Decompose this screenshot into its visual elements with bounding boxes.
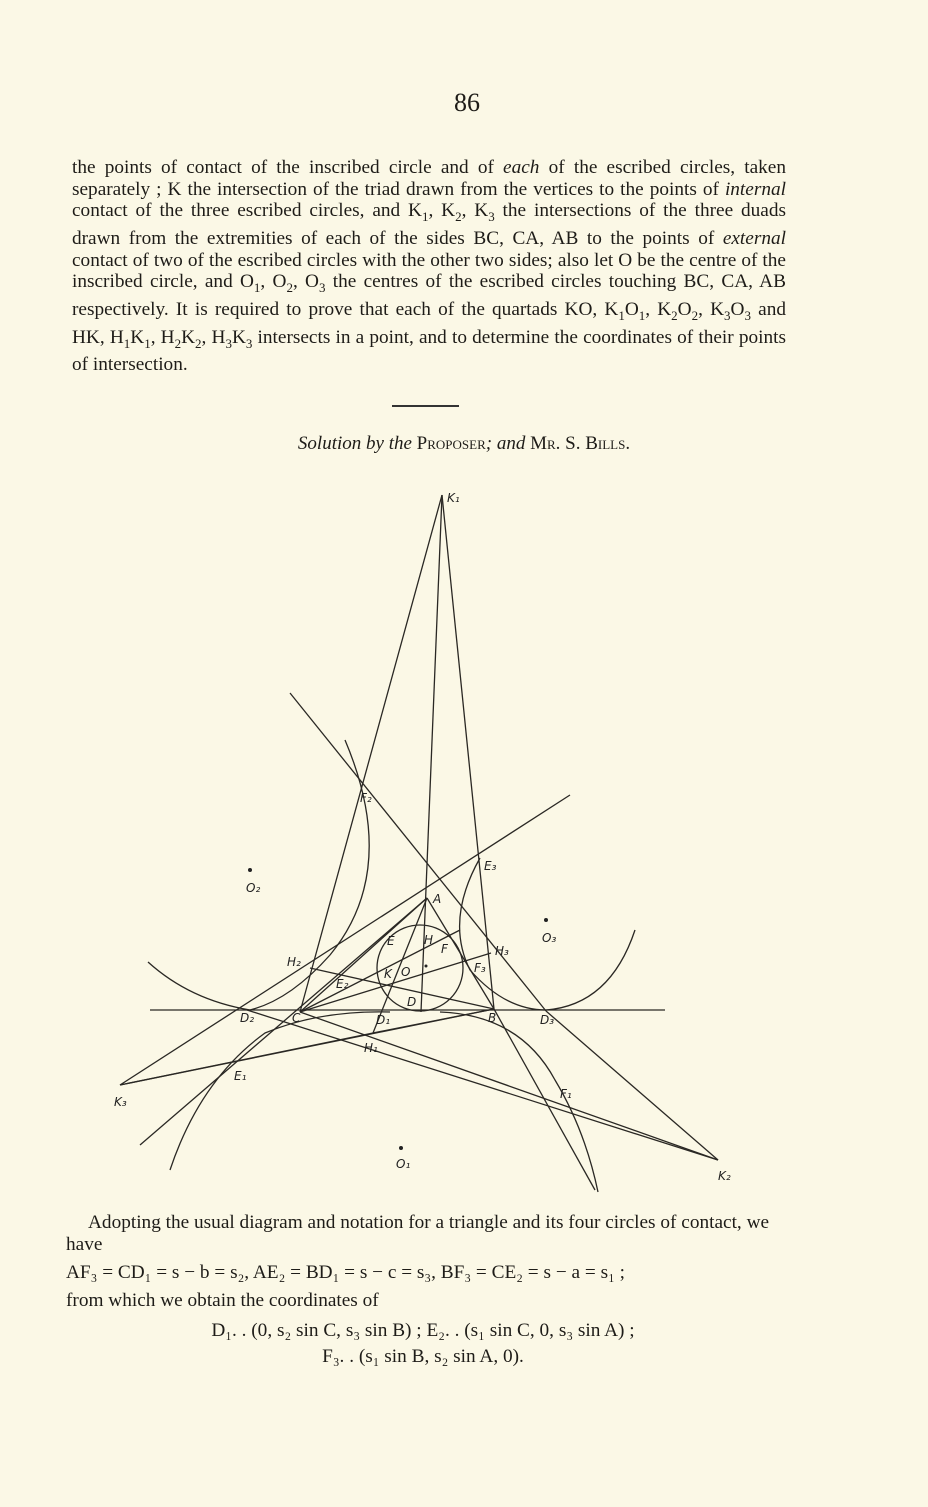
label-o1: O₁ [396,1157,411,1171]
line-b-k2 [494,1009,595,1190]
label-b: B [488,1011,497,1025]
label-f3: F₃ [474,961,486,975]
problem-text-segment: external [722,227,786,249]
problem-text-segment: , H [150,326,175,348]
escribed-arc-o1-right [440,1012,598,1192]
o1-dot [399,1146,403,1150]
problem-text-segment: 3 [225,335,232,351]
transition-line: from which we obtain the coordinates of [66,1290,379,1311]
problem-text-segment: O [677,298,692,320]
line-h1-b [120,1033,373,1085]
heading-proposer: Proposer [416,433,486,454]
coordinates-line-2: F₃. . (s₁ sin B, s₂ sin A, 0). [322,1346,524,1367]
problem-text-segment: each [503,157,540,178]
problem-text-segment: 1 [144,335,151,351]
problem-text-segment: , K [428,200,456,222]
problem-text-segment: 2 [455,209,462,225]
problem-text-segment: 3 [318,280,326,296]
label-a: A [433,892,442,906]
page-number: 86 [454,88,480,117]
label-o: O [401,965,411,979]
problem-text-segment: 3 [744,307,751,323]
problem-text-segment: 1 [253,280,261,296]
heading-italic-1: Solution by the [297,433,417,454]
escribed-arc-o2 [148,740,369,1010]
problem-text-segment: intersects in a point, and to determine the coordinates of their points of intersection. [72,326,786,376]
problem-text-segment: 1 [421,209,429,225]
problem-text-segment: 2 [691,307,699,323]
problem-text-segment: and HK, H [72,298,786,348]
solution-text [66,1212,780,1368]
intro-paragraph: Adopting the usual diagram and notation for a triangle and its four circles of contact, we have [66,1212,770,1255]
label-k1: K₁ [447,491,460,505]
line-k1-b [442,495,494,1009]
problem-text-segment: K [130,326,145,348]
problem-text-segment: internal [724,178,786,200]
problem-text-segment: O [730,298,745,320]
problem-text-segment: contact of two of the escribed circles with the other two sides; also let O be the centre of the inscribed circle, and O [72,249,786,293]
problem-text-segment: 3 [724,307,731,323]
line-k2-c [300,1012,718,1160]
label-h1: H₁ [364,1041,378,1055]
problem-text-segment: of the escribed circles, taken separately ; K the intersection of the triad drawn from the vertices to the points of [72,157,786,200]
problem-text-segment: K [181,326,196,348]
problem-text-segment: 2 [174,335,182,351]
heading-bills: Mr. S. Bills. [530,433,631,454]
label-e2: E₂ [336,977,349,991]
line-a-d3-extension [546,1011,718,1160]
problem-text-segment: , K [698,298,725,320]
line-h1-b2 [373,1009,497,1033]
label-o2: O₂ [246,881,261,895]
problem-text-segment: 1 [638,307,646,323]
problem-text-segment: , K [461,200,489,222]
o2-dot [248,868,252,872]
problem-text-segment: the centres of the escribed circles touching BC, CA, AB respectively. It is required to prove that each of the quartads KO, K [72,271,786,320]
label-d3: D₃ [540,1013,555,1027]
label-e1: E₁ [234,1069,247,1083]
problem-text-segment: 2 [286,280,293,296]
label-e3: E₃ [484,859,497,873]
line-k1-c [300,495,442,1012]
problem-text-segment: 2 [671,307,678,323]
problem-text-segment: , O [260,271,287,293]
label-h3: H₃ [495,944,509,958]
problem-text-segment: the intersections of the three duads drawn from the extremities of each of the sides BC, CA, AB to the points of [72,200,786,249]
label-f1: F₁ [560,1087,572,1101]
label-h: H [424,933,434,947]
label-k3: K₃ [114,1095,127,1109]
problem-text-segment: , O [292,271,319,293]
line-f2-d3 [290,693,546,1011]
label-o3: O₃ [542,931,557,945]
o-dot [425,965,428,968]
problem-text-segment: the points of contact of the inscribed circle and of [72,157,504,178]
problem-text-segment: 3 [488,209,495,225]
problem-text-segment: K [231,326,246,348]
label-d1: D₁ [376,1013,391,1027]
coordinates-line-1: D₁. . (0, s₂ sin C, s₃ sin B) ; E₂. . (s₁ sin C, 0, s₃ sin A) ; [211,1320,635,1341]
label-e: E [387,934,395,948]
label-d2: D₂ [240,1011,255,1025]
problem-text-segment: O [624,298,639,320]
label-d: D [407,995,417,1009]
problem-text-segment: , K [645,298,672,320]
label-k2: K₂ [718,1169,731,1183]
equation-line: AF₃ = CD₁ = s − b = s₂, AE₂ = BD₁ = s − c = s₃, BF₃ = CE₂ = s − a = s₁ ; [66,1262,625,1283]
problem-text-segment: 1 [123,335,131,351]
label-c: C [292,1011,301,1025]
problem-text-segment: , H [201,326,226,348]
o3-dot [544,918,548,922]
label-k: K [384,967,392,981]
heading-italic-2: ; and [485,433,531,454]
problem-text-segment: contact of the three escribed circles, and K [72,200,422,222]
problem-text-segment: 1 [618,307,625,323]
label-h2: H₂ [287,955,301,969]
problem-text-segment: 3 [245,335,253,351]
label-f: F [441,942,448,956]
problem-text-segment: 2 [195,335,202,351]
label-f2: F₂ [360,791,372,805]
line-k2-d2 [247,1010,718,1160]
